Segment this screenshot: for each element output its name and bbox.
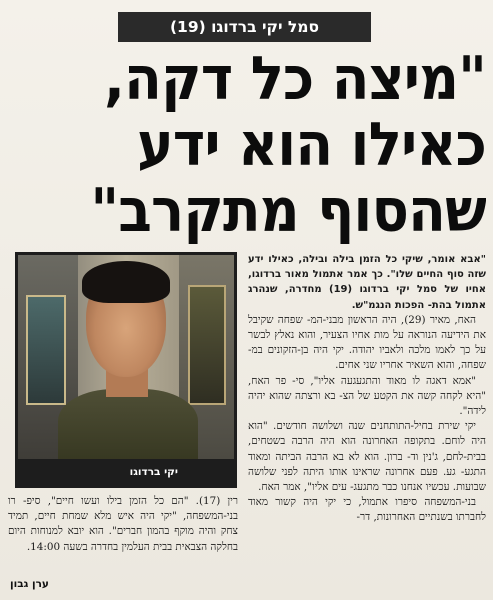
byline: ערן גבון <box>10 578 49 590</box>
article-paragraph: "אמא דאגה לו מאוד והתגעגעה אליו", סי- פר האח, "היא לקחה קשה את הקטע של הצ- בא ורצתה שהוא יהיה לידה". <box>248 374 486 418</box>
kicker-label: סמל יקי ברדוגו (19) <box>118 12 371 42</box>
article-column-right <box>248 252 486 597</box>
photo-subject-hair <box>82 261 170 303</box>
photo-wall-picture-right <box>188 285 226 405</box>
photo-subject-shirt <box>58 389 198 459</box>
article-paragraph: בני-המשפחה סיפרו אתמול, כי יקי היה קשור מאוד לחברתו בשנתיים האחרונות, דר- <box>248 496 486 524</box>
photo-caption: יקי ברדוגו <box>129 466 178 478</box>
article-paragraph-lead <box>248 252 486 313</box>
headline-line-3: שהסוף מתקרב" <box>90 178 486 244</box>
lead-bold-text: "אבא אומר, שיקי כל הזמן בילה ובילה, כאילו ידע שזה סוף החיים שלו". כך אמר אתמול מאור ברדוגו, אחיו של סמל יקי ברדוגו (19) מחדרה, שנהרג אתמול בהת- הפכות הנגמ"ש. <box>248 254 486 311</box>
headline-line-1: "מיצה כל דקה, <box>103 46 486 112</box>
article-paragraph: האח, מאיר (29), היה הראשון מבני-המ- שפחה שקיבל את הידיעה הנוראה על מות אחיו הצעיר, והוא נאלץ לבשר על כך לאמו מלכה ולאביו יהודה. יקי היה בן-הזקונים במ- שפחה, והוא השאיר אחריו שני אחים. <box>248 313 486 372</box>
article-paragraph: יקי שירת בחיל-התותחנים שנה ושלושה חודשים. "הוא היה לוחם. בתקופה האחרונה הוא היה הרבה בשטחים, בבית-לחם, ג'נין וד- ברון. הוא לא בא הרבה הביתה ומאוד התגע- גע. פעם אחרונה שראינו אותו היתה לפני שלושה שבועות. עכשיו אנחנו כבר מתגעג- עים אליו", אמר האח. <box>248 420 486 494</box>
headline <box>8 46 486 244</box>
article-paragraph: רין (17). "הם כל הזמן בילו ועשו חיים", סיפ- רו בני-המשפחה, "יקי היה איש מלא שמחת חיים, תמיד צחק והיה מוקף בהמון חברים". הוא יובא למנוחות היום בחלקה הצבאית בבית העלמין בחדרה בשעה 14:00. <box>8 495 238 553</box>
article-column-left <box>8 494 238 574</box>
portrait-photo <box>18 255 234 459</box>
portrait-photo-block <box>15 252 237 488</box>
photo-wall-picture-left <box>26 295 66 405</box>
headline-line-2: כאילו הוא ידע <box>136 112 486 178</box>
